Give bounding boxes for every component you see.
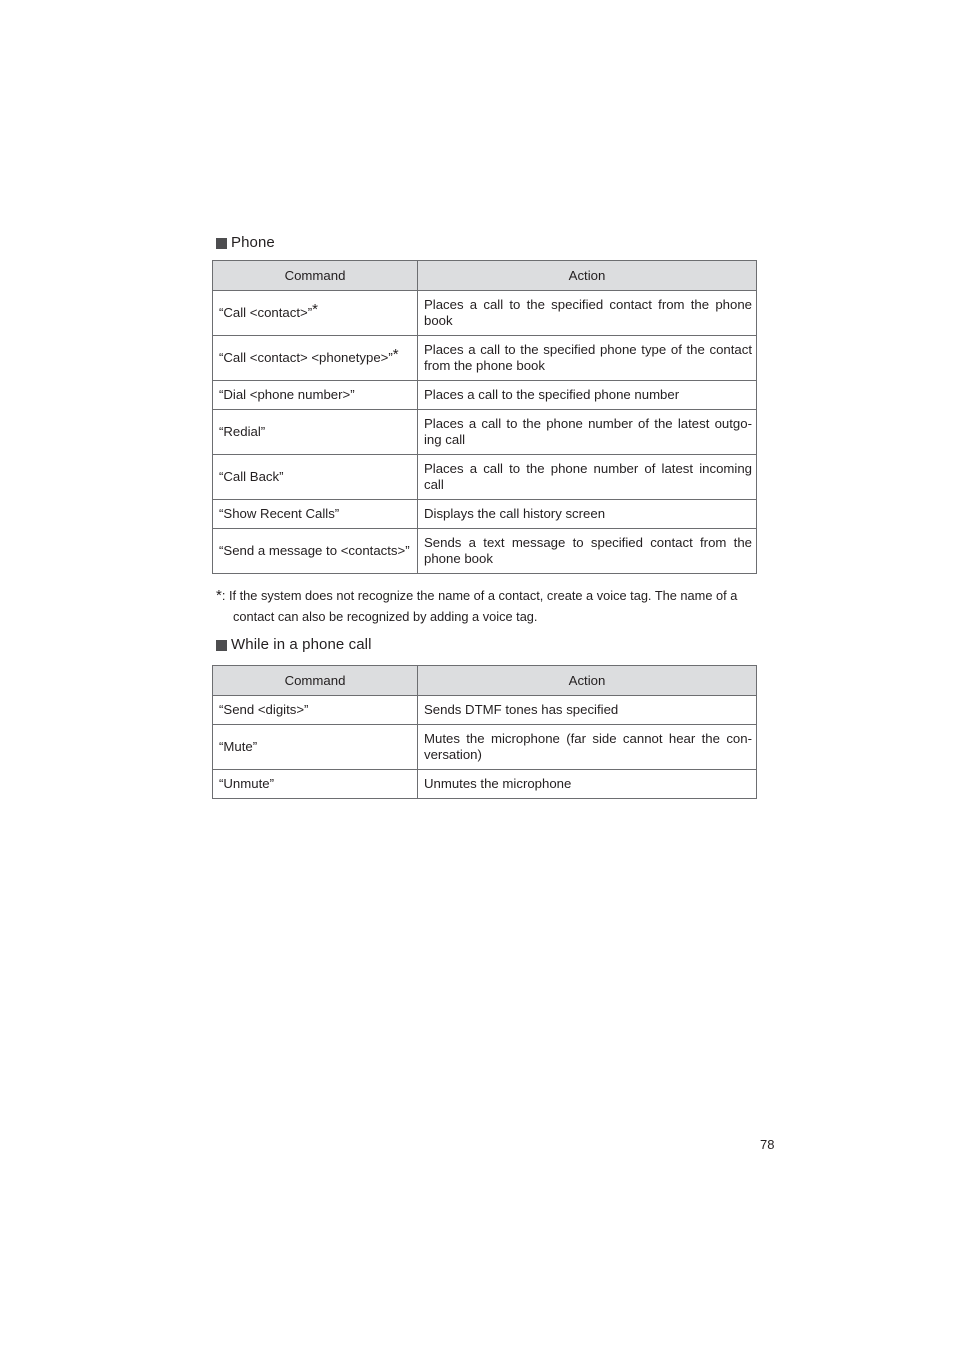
footnote-line-2: contact can also be recognized by adding a voice tag.: [233, 609, 538, 624]
command-cell: “Send <digits>”: [213, 696, 418, 725]
command-cell: [213, 291, 418, 336]
footnote-asterisk: *: [312, 301, 318, 318]
action-cell: Sends DTMF tones has specified: [418, 696, 757, 725]
command-cell: “Unmute”: [213, 770, 418, 799]
page-number: 78: [760, 1137, 775, 1152]
command-cell: “Call Back”: [213, 455, 418, 500]
footnote-line-1: [216, 585, 756, 606]
section-heading-text: Phone: [231, 234, 275, 251]
column-header-action: Action: [418, 666, 757, 696]
action-cell: Places a call to the specified phone type of the contact from the phone book: [418, 336, 757, 381]
footnote-asterisk: *: [392, 346, 399, 363]
table-row: [213, 500, 757, 529]
action-cell: Places a call to the specified phone number: [418, 381, 757, 410]
footnote-asterisk: *: [216, 587, 222, 604]
command-cell: [213, 336, 418, 381]
table-header-row: [213, 666, 757, 696]
table-row: [213, 770, 757, 799]
square-bullet-icon: [216, 640, 227, 651]
column-header-action: Action: [418, 261, 757, 291]
command-cell: “Show Recent Calls”: [213, 500, 418, 529]
action-cell: Places a call to the phone number of latest incoming call: [418, 455, 757, 500]
table-row: [213, 455, 757, 500]
column-header-command: Command: [213, 261, 418, 291]
table-row: [213, 381, 757, 410]
section-heading-phone: [216, 234, 275, 251]
footnote-text: : If the system does not recognize the name of a contact, create a voice tag. The name of a: [221, 588, 738, 603]
table-row: [213, 725, 757, 770]
section-heading-call: [216, 636, 372, 653]
table-row: [213, 529, 757, 574]
column-header-command: Command: [213, 666, 418, 696]
action-cell: Mutes the microphone (far side cannot hear the con- versation): [418, 725, 757, 770]
call-commands-table: [212, 665, 757, 799]
command-cell: “Redial”: [213, 410, 418, 455]
action-cell: Places a call to the phone number of the latest outgo- ing call: [418, 410, 757, 455]
phone-commands-table: [212, 260, 757, 574]
command-text: “Call <contact> <phonetype>”: [219, 350, 393, 365]
table-row: [213, 291, 757, 336]
table-row: [213, 696, 757, 725]
table-row: [213, 410, 757, 455]
action-cell: Unmutes the microphone: [418, 770, 757, 799]
square-bullet-icon: [216, 238, 227, 249]
command-cell: “Mute”: [213, 725, 418, 770]
command-cell: “Dial <phone number>”: [213, 381, 418, 410]
table-row: [213, 336, 757, 381]
action-cell: Sends a text message to specified contact from the phone book: [418, 529, 757, 574]
action-cell: Displays the call history screen: [418, 500, 757, 529]
command-cell: “Send a message to <contacts>”: [213, 529, 418, 574]
footnote: [216, 585, 756, 627]
section-heading-text: While in a phone call: [231, 636, 372, 653]
action-cell: Places a call to the specified contact from the phone book: [418, 291, 757, 336]
command-text: “Call <contact>”: [219, 305, 313, 320]
table-header-row: [213, 261, 757, 291]
